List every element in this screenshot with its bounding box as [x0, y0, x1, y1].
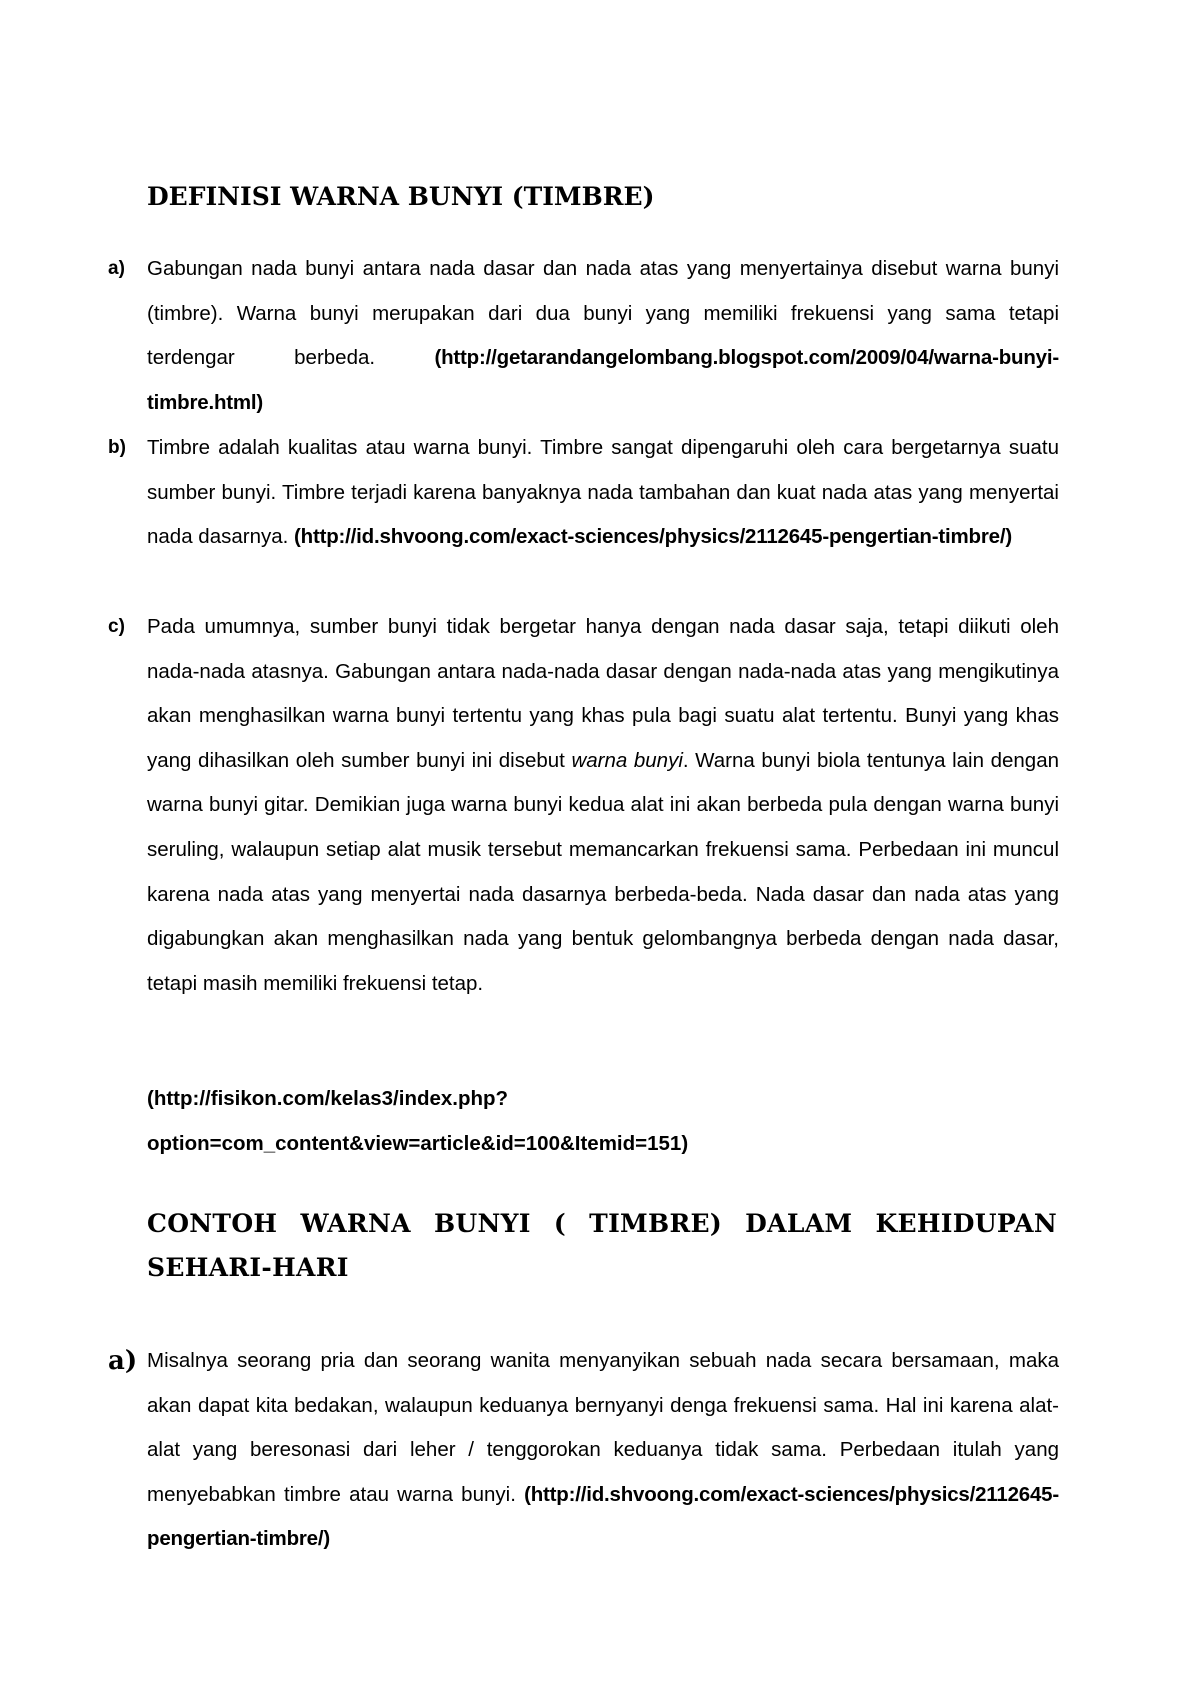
item-body: Misalnya seorang pria dan seorang wanita menyanyikan sebuah nada secara bersamaan, maka akan dapat kita bedakan, walaupun keduanya bernyanyi denga frekuensi sama. Hal ini karena alat-alat yang beresonasi dari leher / tenggorokan keduanya tidak sama. Perbedaan itulah yang menyebabkan timbre atau warna bunyi.	[147, 1349, 1059, 1506]
reference-line-2[interactable]: option=com_content&view=article&id=100&Itemid=151)	[147, 1131, 689, 1155]
reference-line-1[interactable]: (http://fisikon.com/kelas3/index.php?	[147, 1087, 509, 1110]
list-marker: b)	[108, 437, 126, 458]
list-item-text	[147, 1339, 1059, 1562]
item-body: Timbre adalah kualitas atau warna bunyi. Timbre sangat dipengaruhi oleh cara bergetarnya suatu sumber bunyi. Timbre terjadi karena banyaknya nada tambahan dan kuat nada atas yang menyertai nada dasarnya.	[147, 436, 1059, 549]
section-title-definisi: DEFINISI WARNA BUNYI (TIMBRE)	[147, 182, 655, 211]
list-marker: c)	[108, 616, 125, 637]
source-link[interactable]: (http://getarandangelombang.blogspot.com/2009/04/warna-bunyi-timbre.html)	[147, 346, 1059, 414]
list-item-text	[147, 247, 1059, 425]
list-item-text	[147, 605, 1059, 1006]
item-body: . Warna bunyi biola tentunya lain dengan warna bunyi gitar. Demikian juga warna bunyi kedua alat ini akan berbeda pula dengan warna bunyi seruling, walaupun setiap alat musik tersebut memancarkan frekuensi sama. Perbedaan ini muncul karena nada atas yang menyertai nada dasarnya berbeda-beda. Nada dasar dan nada atas yang digabungkan akan menghasilkan nada yang bentuk gelombangnya berbeda dengan nada dasar, tetapi masih memiliki frekuensi tetap.	[147, 748, 1059, 995]
list-marker: a)	[108, 1346, 138, 1376]
source-link[interactable]: (http://id.shvoong.com/exact-sciences/physics/2112645-pengertian-timbre/)	[294, 525, 1012, 549]
emphasis-term: warna bunyi	[571, 748, 683, 772]
section-title-contoh: CONTOH WARNA BUNYI ( TIMBRE) DALAM KEHIDUPAN SEHARI-HARI	[147, 1209, 1057, 1282]
reference-link[interactable]	[147, 1077, 1059, 1166]
list-marker: a)	[108, 258, 125, 279]
item-body: Gabungan nada bunyi antara nada dasar dan nada atas yang menyertainya disebut warna bunyi (timbre). Warna bunyi merupakan dari dua bunyi yang memiliki frekuensi yang sama tetapi terdengar berbeda.	[147, 257, 1059, 370]
source-link[interactable]: (http://id.shvoong.com/exact-sciences/physics/2112645-pengertian-timbre/)	[147, 1482, 1059, 1551]
item-body: Pada umumnya, sumber bunyi tidak bergetar hanya dengan nada dasar saja, tetapi diikuti oleh nada-nada atasnya. Gabungan antara nada-nada dasar dengan nada-nada atas yang mengikutinya akan menghasilkan warna bunyi tertentu yang khas pula bagi suatu alat tertentu. Bunyi yang khas yang dihasilkan oleh sumber bunyi ini disebut	[147, 615, 1059, 772]
list-item-text	[147, 426, 1059, 560]
